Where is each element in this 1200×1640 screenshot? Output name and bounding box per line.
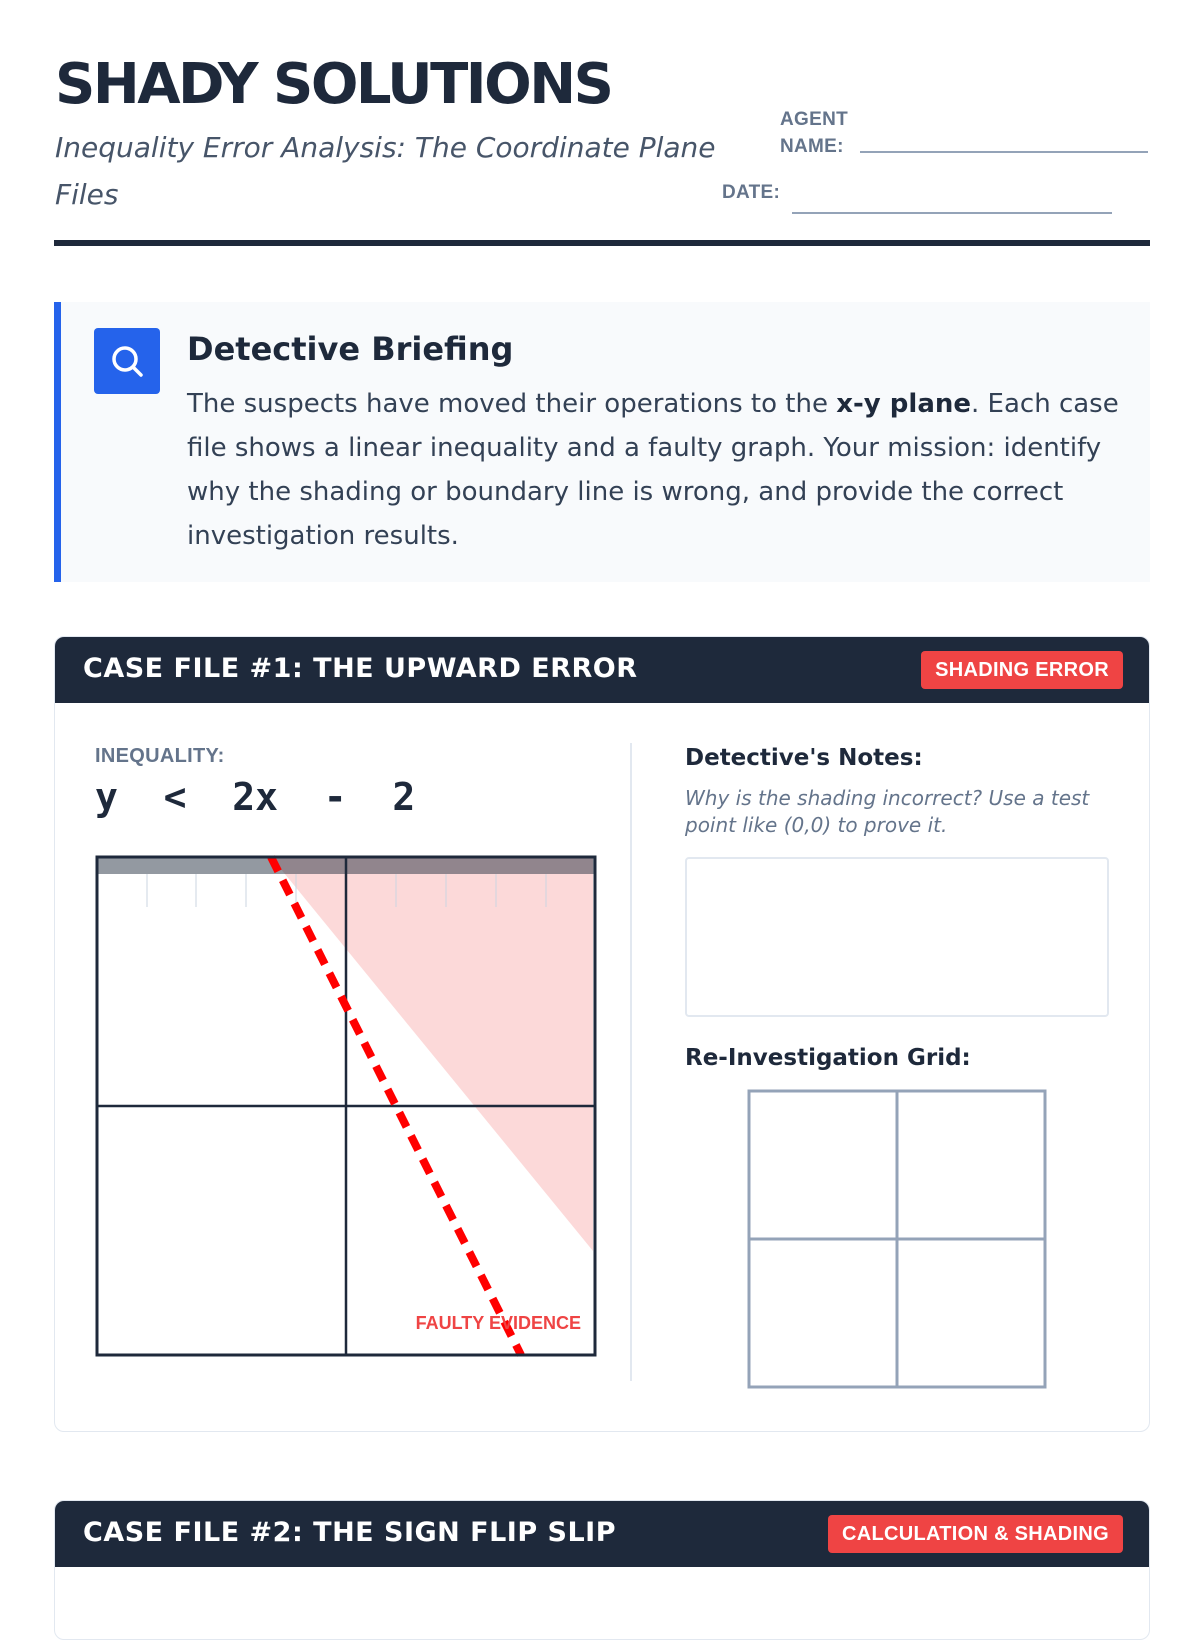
briefing-text-part: . Each case file shows a linear inequality and a faulty graph. Your mission: identify why the shading or boundary line is wrong, and provide the correct investigation results. (187, 389, 1119, 551)
notes-textarea[interactable] (685, 857, 1109, 1017)
faulty-graph (95, 855, 597, 1357)
error-tag: SHADING ERROR (921, 651, 1123, 689)
date-label: DATE: (722, 182, 781, 203)
reinvestigation-grid-title: Re-Investigation Grid: (685, 1045, 971, 1071)
search-icon (94, 328, 160, 394)
agent-name-field[interactable] (860, 151, 1148, 153)
inequality-expression: y < 2x - 2 (95, 775, 416, 819)
case-file-2 (54, 1500, 1150, 1640)
date-field[interactable] (792, 212, 1112, 214)
case-title: CASE FILE #2: THE SIGN FLIP SLIP (83, 1517, 617, 1548)
reinvestigation-grid[interactable] (747, 1089, 1047, 1389)
agent-name-label: AGENT NAME: (780, 109, 848, 157)
inequality-label: INEQUALITY: (95, 745, 225, 767)
case-file-1 (54, 636, 1150, 1432)
page-title: SHADY SOLUTIONS (55, 52, 612, 117)
case-title: CASE FILE #1: THE UPWARD ERROR (83, 653, 638, 684)
briefing-text (187, 382, 1122, 558)
case-header (55, 637, 1149, 703)
case-header (55, 1501, 1149, 1567)
page-subtitle: Inequality Error Analysis: The Coordinate Plane Files (55, 131, 716, 211)
notes-hint: Why is the shading incorrect? Use a test point like (0,0) to prove it. (685, 786, 1090, 837)
detective-briefing (54, 302, 1150, 582)
briefing-text-part: The suspects have moved their operations to the (187, 389, 837, 419)
error-tag: CALCULATION & SHADING (828, 1515, 1123, 1553)
notes-title: Detective's Notes: (685, 745, 923, 771)
faulty-evidence-label: FAULTY EVIDENCE (415, 1313, 581, 1333)
column-divider (630, 743, 632, 1381)
briefing-text-bold: x-y plane (836, 389, 972, 419)
briefing-title: Detective Briefing (187, 330, 514, 368)
header-divider (54, 240, 1150, 246)
